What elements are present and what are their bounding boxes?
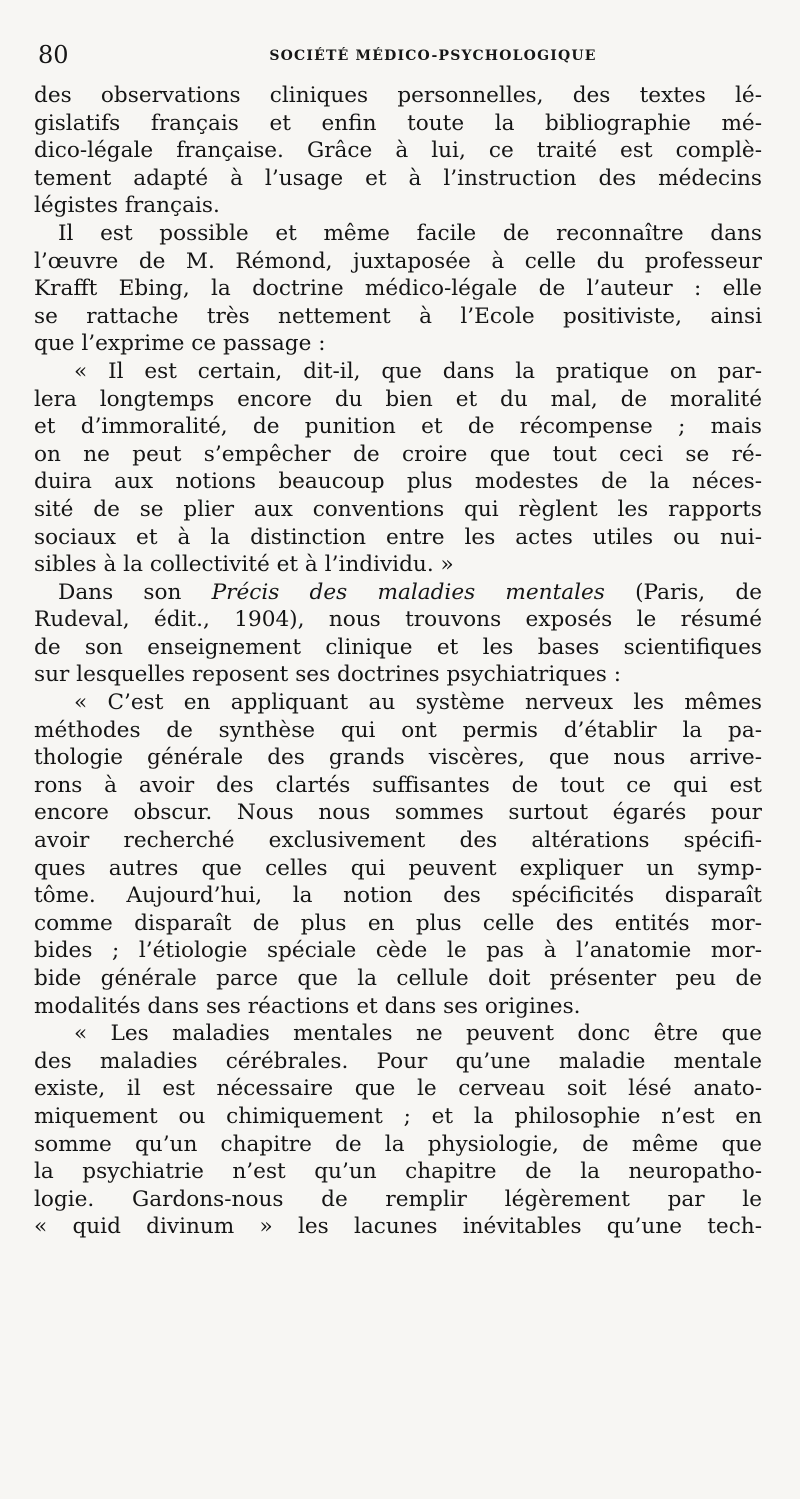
text-line: sibles à la collectivité et à l’individu. » [34,552,454,578]
text-line: comme disparaît de plus en plus celle des entités mor- [34,910,762,936]
body-text [34,82,762,1241]
text-line: logie. Gardons-nous de remplir légèrement par le [34,1186,762,1212]
text-line: lera longtemps encore du bien et du mal, de moralité [34,386,762,412]
text-line: rons à avoir des clartés suffisantes de tout ce qui est [34,772,762,798]
text-line: sur lesquelles reposent ses doctrines psychiatriques : [34,662,622,688]
text-line: de son enseignement clinique et les bases scientifiques [34,634,762,660]
text-line: que l’exprime ce passage : [34,331,326,357]
text-line: duira aux notions beaucoup plus modestes de la néces- [34,469,762,495]
text-line: se rattache très nettement à l’Ecole positiviste, ainsi [34,303,762,329]
text-line: bide générale parce que la cellule doit présenter peu de [34,966,762,991]
text-line: ques autres que celles qui peuvent expliquer un symp- [34,855,762,881]
text-line: thologie générale des grands viscères, que nous arrive- [34,745,762,771]
text-line: la psychiatrie n’est qu’un chapitre de la neuropatho- [34,1159,762,1185]
text-line: des observations cliniques personnelles, des textes lé- [34,83,762,108]
text-line: Il est possible et même facile de reconnaître dans [58,220,762,246]
text-line: somme qu’un chapitre de la physiologie, de même que [34,1131,762,1157]
text-line: « Les maladies mentales ne peuvent donc être que [74,1021,762,1047]
text-line: tement adapté à l’usage et à l’instruction des médecins [34,165,762,191]
text-line: « quid divinum » les lacunes inévitables qu’une tech- [34,1214,762,1240]
page-header [38,40,762,74]
text-line: sité de se plier aux conventions qui règlent les rapports [34,496,762,522]
text-line: on ne peut s’empêcher de croire que tout ceci se ré- [34,441,762,467]
text-line: « Il est certain, dit-il, que dans la pratique on par- [74,358,762,384]
text-line-with-title [34,579,762,607]
text-line: modalités dans ses réactions et dans ses origines. [34,993,581,1019]
text-line: existe, il est nécessaire que le cerveau soit lésé anato- [34,1076,762,1102]
text-line: l’œuvre de M. Rémond, juxtaposée à celle du professeur [34,248,762,274]
text-line: méthodes de synthèse qui ont permis d’établir la pa- [34,717,762,743]
running-head: SOCIÉTÉ MÉDICO-PSYCHOLOGIQUE [269,48,597,64]
text-line: gislatifs français et enfin toute la bibliographie mé- [34,110,762,136]
text-line: miquement ou chimiquement ; et la philosophie n’est en [34,1103,762,1129]
text-line: « C’est en appliquant au système nerveux les mêmes [74,690,762,716]
text-line: avoir recherché exclusivement des altérations spécifi- [34,828,762,854]
text-fragment: Dans son [58,579,212,605]
text-line: tôme. Aujourd’hui, la notion des spécificités disparaît [34,883,762,909]
book-title: Précis des maladies mentales [211,579,605,605]
text-line: bides ; l’étiologie spéciale cède le pas à l’anatomie mor- [34,938,762,964]
text-line: et d’immoralité, de punition et de récompense ; mais [34,414,762,440]
text-line: sociaux et à la distinction entre les actes utiles ou nui- [34,524,762,550]
text-line: des maladies cérébrales. Pour qu’une maladie mentale [34,1048,762,1074]
text-fragment: (Paris, de [604,579,762,605]
page-number: 80 [38,41,69,69]
text-line: légistes français. [34,193,220,219]
text-line: encore obscur. Nous nous sommes surtout égarés pour [34,800,762,826]
text-line: Rudeval, édit., 1904), nous trouvons exposés le résumé [34,607,762,633]
text-line: Krafft Ebing, la doctrine médico-légale de l’auteur : elle [34,276,762,302]
text-line: dico-légale française. Grâce à lui, ce traité est complè- [34,138,762,164]
